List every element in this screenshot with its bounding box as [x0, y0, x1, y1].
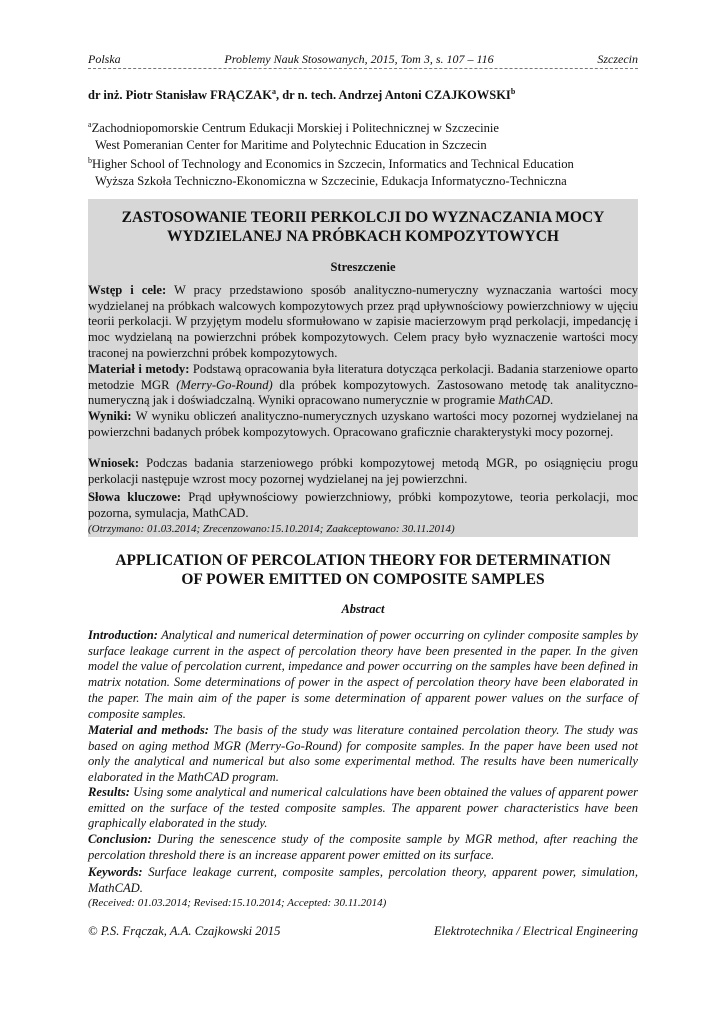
conclusion-text: Podczas badania starzeniowego próbki kompozytowej metodą MGR, po osiągnięciu progu perkolacji następuje wzrost mocy pozornej wydzielanej na jej powierzchni. — [88, 456, 638, 486]
english-results-paragraph — [88, 785, 638, 832]
polish-results-paragraph — [88, 409, 638, 440]
conclusion-label: Wniosek: — [88, 456, 140, 470]
author-2-affil-marker: b — [510, 87, 516, 96]
authors-line — [88, 87, 638, 103]
polish-title — [88, 208, 638, 246]
polish-title-line-2: WYDZIELANEJ NA PRÓBKACH KOMPOZYTOWYCH — [167, 228, 559, 245]
methods-text: Podstawą opracowania była literatura dotycząca perkolacji. Badania starzeniowe oparto metodzie MGR — [88, 362, 638, 392]
affiliation-a — [88, 117, 638, 153]
conclusion-label: Conclusion: — [88, 832, 152, 846]
results-label: Wyniki: — [88, 409, 132, 423]
english-methods-paragraph — [88, 723, 638, 786]
polish-abstract-heading: Streszczenie — [330, 260, 396, 274]
author-separator: , — [275, 88, 283, 103]
keywords-text: Surface leakage current, composite samples, percolation theory, apparent power, simulation, MathCAD. — [88, 865, 638, 895]
affiliation-marker: a — [88, 120, 92, 129]
polish-title-line-1: ZASTOSOWANIE TEORII PERKOLCJI DO WYZNACZANIA MOCY — [121, 209, 605, 226]
intro-label: Wstęp i cele: — [88, 283, 167, 297]
methods-label: Material and methods: — [88, 723, 209, 737]
english-title-line-1: APPLICATION OF PERCOLATION THEORY FOR DETERMINATION — [115, 552, 611, 569]
polish-dates: (Otrzymano: 01.03.2014; Zrecenzowano:15.10.2014; Zaakceptowano: 30.11.2014) — [88, 523, 455, 535]
polish-intro-paragraph — [88, 283, 638, 362]
page-footer — [88, 924, 638, 939]
methods-text: . — [550, 393, 554, 408]
english-conclusion-paragraph — [88, 832, 638, 863]
affiliation-name-en: Higher School of Technology and Economics in Szczecin, Informatics and Technical Education — [92, 157, 574, 172]
english-title-line-2: OF POWER EMITTED ON COMPOSITE SAMPLES — [181, 571, 545, 588]
affiliation-name-pl: Zachodniopomorskie Centrum Edukacji Morskiej i Politechnicznej w Szczecinie — [91, 121, 499, 136]
methods-text-italic: MathCAD — [498, 393, 551, 408]
header-country: Polska — [88, 52, 121, 66]
english-dates: (Received: 01.03.2014; Revised:15.10.2014; Accepted: 30.11.2014) — [88, 897, 387, 909]
results-label: Results: — [88, 785, 130, 799]
results-text: Using some analytical and numerical calculations have been obtained the values of apparent power emitted on the surface of the tested composite samples. The apparent power characteristics have been graphically elaborated in the study. — [88, 785, 638, 831]
polish-methods-paragraph — [88, 362, 638, 409]
intro-label: Introduction: — [88, 628, 158, 642]
methods-text-italic: (Merry-Go-Round) — [176, 377, 273, 392]
affiliation-name-pl: Wyższa Szkoła Techniczno-Ekonomiczna w Szczecinie, Edukacja Informatyczno-Techniczna — [95, 173, 567, 188]
english-keywords — [88, 865, 638, 896]
english-abstract-heading: Abstract — [341, 602, 385, 616]
header-city: Szczecin — [597, 52, 638, 66]
author-1-affil-marker: a — [271, 87, 276, 96]
methods-label: Materiał i metody: — [88, 362, 190, 376]
journal-section: Elektrotechnika / Electrical Engineering — [433, 924, 638, 938]
methods-text: dla próbek kompozytowych. Zastosowano metodę tak analityczno-numeryczną jak i doświadczalną. Wyniki opracowano numerycznie w programie — [88, 377, 638, 408]
methods-text: The basis of the study was literature contained percolation theory. The study was based on aging method MGR (Merry-Go-Round) for composite samples. In the paper have been used not only the analytical and numerical but also some experimental method. The results have been numerically elaborated in the MathCAD program. — [88, 723, 638, 785]
keywords-label: Słowa kluczowe: — [88, 490, 182, 504]
author-1: dr inż. Piotr Stanisław FRĄCZAK — [88, 88, 272, 103]
header-rule — [88, 68, 638, 69]
running-header — [88, 52, 638, 67]
intro-text: W pracy przedstawiono sposób analityczno-numeryczny wyznaczania wartości mocy wydzielanej na próbkach walcowych kompozytowych przez prąd upływnościowy powierzchniowy w ujęciu teorii perkolacji. W przyjętym modelu sformułowano w zapisie macierzowym prąd perkolacji, impedancję i moc wydzielaną na powierzchni próbek kompozytowych. Celem pracy było wyznaczenie wartości mocy traconej na powierzchni próbek kompozytowych. — [88, 283, 638, 360]
english-title — [88, 551, 638, 589]
header-journal: Problemy Nauk Stosowanych, 2015, Tom 3, s. 107 – 116 — [224, 52, 494, 66]
affiliation-name-en: West Pomeranian Center for Maritime and Polytechnic Education in Szczecin — [95, 137, 487, 152]
author-2: dr n. tech. Andrzej Antoni CZAJKOWSKI — [282, 88, 511, 103]
results-text: W wyniku obliczeń analityczno-numerycznych uzyskano wartości mocy pozornej wydzielanej na powierzchni badanych próbek kompozytowych. Opracowano graficznie charakterystyki mocy pozornej. — [88, 409, 638, 439]
intro-text: Analytical and numerical determination of power occurring on cylinder composite samples by surface leakage current in the aspect of percolation theory have been presented in the paper. In the given model the value of percolation current, impedance and power occurring on the samples have been defined in matrix notation. Some determinations of power in the aspect of percolation theory have been elaborated in the paper. The main aim of the paper is some determination of apparent power values on the surface of composite samples. — [88, 628, 638, 721]
english-intro-paragraph — [88, 628, 638, 722]
affiliation-marker: b — [88, 156, 92, 165]
polish-conclusion-paragraph — [88, 456, 638, 487]
affiliation-b — [88, 153, 638, 189]
keywords-label: Keywords: — [88, 865, 143, 879]
copyright: © P.S. Frączak, A.A. Czajkowski 2015 — [88, 924, 281, 938]
polish-keywords — [88, 490, 638, 521]
conclusion-text: During the senescence study of the composite sample by MGR method, after reaching the percolation threshold there is an increase apparent power emitted on its surface. — [88, 832, 638, 862]
keywords-text: Prąd upływnościowy powierzchniowy, próbki kompozytowe, teoria perkolacji, moc pozorna, symulacja, MathCAD. — [88, 490, 638, 520]
